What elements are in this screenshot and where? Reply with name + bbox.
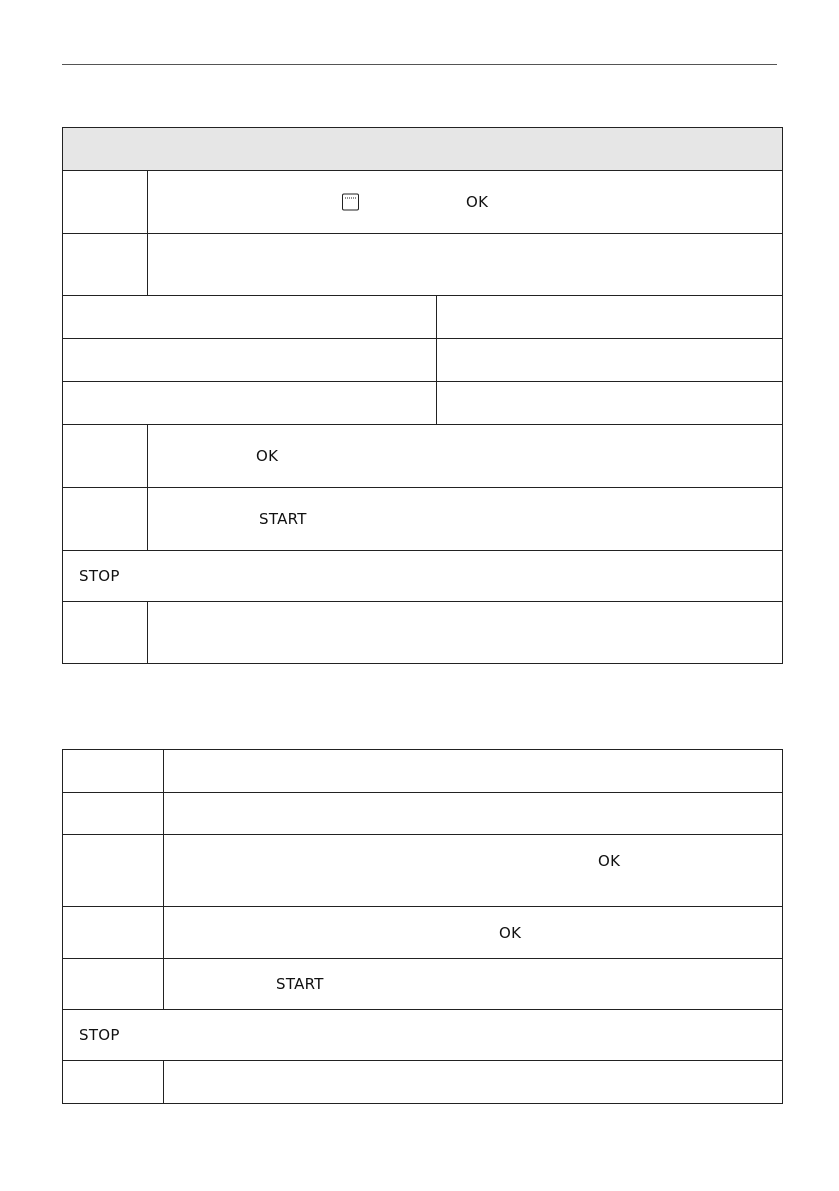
ok-key-label: OK	[466, 193, 489, 211]
table-1-header-row	[63, 128, 783, 171]
step-number-cell	[63, 425, 148, 488]
step-number-cell	[63, 750, 164, 793]
table-1-step-row	[63, 425, 783, 488]
step-text-cell	[148, 171, 783, 234]
step-text-cell	[164, 750, 783, 793]
sub-right-cell	[437, 339, 783, 382]
step-number-cell	[63, 835, 164, 907]
step-text-cell	[164, 959, 783, 1010]
table-1-step-row	[63, 171, 783, 234]
stop-key-label: STOP	[79, 567, 120, 585]
sub-right-cell	[437, 296, 783, 339]
table-1-step-row	[63, 488, 783, 551]
table-2-row	[63, 959, 783, 1010]
table-2-row	[63, 835, 783, 907]
sub-left-cell	[63, 382, 437, 425]
stop-key-label: STOP	[79, 1026, 120, 1044]
header-rule	[62, 64, 777, 65]
step-text-cell	[164, 793, 783, 835]
step-number-cell	[63, 1061, 164, 1104]
step-number-cell	[63, 488, 148, 551]
step-number-cell	[63, 234, 148, 296]
table-1-step-row	[63, 234, 783, 296]
table-1-header-cell	[63, 128, 783, 171]
step-text-cell	[148, 602, 783, 664]
step-number-cell	[63, 959, 164, 1010]
start-key-label: START	[276, 975, 324, 993]
table-2-row	[63, 907, 783, 959]
table-1-sub-row	[63, 339, 783, 382]
table-1-sub-row	[63, 382, 783, 425]
table-2-note-row	[63, 1010, 783, 1061]
note-cell	[63, 551, 783, 602]
sub-right-cell	[437, 382, 783, 425]
sub-left-cell	[63, 296, 437, 339]
ok-key-label: OK	[499, 923, 522, 942]
step-text-cell	[148, 488, 783, 551]
sub-left-cell	[63, 339, 437, 382]
step-text-cell	[148, 234, 783, 296]
table-2-row	[63, 750, 783, 793]
procedure-table-2	[62, 749, 783, 1104]
ok-key-label: OK	[256, 447, 279, 465]
table-1-step-row	[63, 602, 783, 664]
step-number-cell	[63, 907, 164, 959]
table-1-sub-row	[63, 296, 783, 339]
table-2-row	[63, 793, 783, 835]
table-2-row	[63, 1061, 783, 1104]
step-number-cell	[63, 171, 148, 234]
table-1-note-row	[63, 551, 783, 602]
ok-key-label: OK	[598, 851, 621, 870]
step-number-cell	[63, 602, 148, 664]
start-key-label: START	[259, 510, 307, 528]
oven-function-icon	[342, 194, 359, 211]
step-text-cell	[164, 1061, 783, 1104]
note-cell	[63, 1010, 783, 1061]
procedure-table-1	[62, 127, 783, 664]
step-text-cell	[164, 835, 783, 907]
step-text-cell	[148, 425, 783, 488]
step-text-cell	[164, 907, 783, 959]
step-number-cell	[63, 793, 164, 835]
